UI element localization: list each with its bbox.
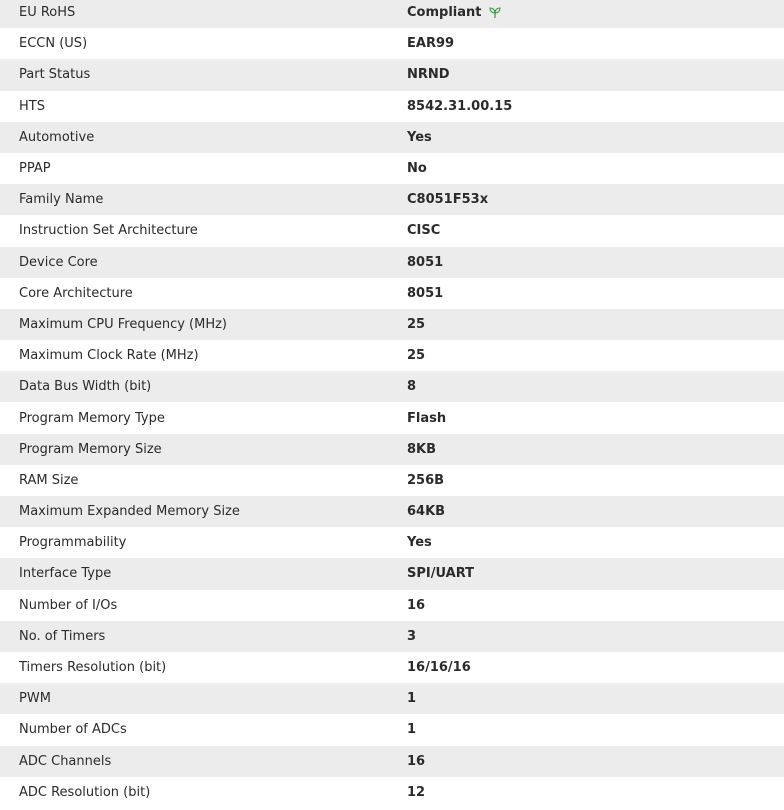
spec-row-eu-rohs [0,0,784,28]
spec-value: EAR99 [407,36,455,52]
spec-value: SPI/UART [407,566,474,582]
spec-label: Maximum Clock Rate (MHz) [19,348,199,364]
spec-value: 3 [407,628,417,644]
spec-row-no-of-timers [0,621,784,652]
spec-label: Device Core [19,254,98,270]
spec-row-max-clock-rate [0,340,784,371]
spec-row-isa [0,215,784,246]
spec-value: 8KB [407,441,437,457]
spec-value: Flash [407,410,447,426]
spec-label: HTS [19,98,45,114]
spec-label: PPAP [19,161,51,177]
spec-value: 1 [407,722,417,738]
spec-label: Program Memory Type [19,410,165,426]
spec-label: ECCN (US) [19,36,88,52]
spec-label: Number of ADCs [19,722,127,738]
spec-value: C8051F53x [407,192,489,208]
spec-row-adc-resolution [0,777,784,808]
spec-label: PWM [19,691,51,707]
spec-row-family-name [0,184,784,215]
spec-row-eccn [0,28,784,59]
spec-row-number-of-adcs [0,714,784,745]
spec-label: No. of Timers [19,628,106,644]
spec-label: RAM Size [19,472,79,488]
spec-label: ADC Channels [19,753,112,769]
spec-label: Instruction Set Architecture [19,223,198,239]
spec-label: Interface Type [19,566,112,582]
spec-label: Programmability [19,535,127,551]
spec-value: Yes [407,129,432,145]
spec-label: Family Name [19,192,104,208]
spec-label: ADC Resolution (bit) [19,784,151,800]
spec-row-pwm [0,683,784,714]
spec-value: 8051 [407,285,444,301]
spec-label: Maximum Expanded Memory Size [19,504,240,520]
spec-label: Part Status [19,67,91,83]
spec-value: NRND [407,67,450,83]
spec-value: 8 [407,379,417,395]
spec-label: Data Bus Width (bit) [19,379,152,395]
spec-label: Maximum CPU Frequency (MHz) [19,316,227,332]
spec-value: 256B [407,472,445,488]
spec-row-interface-type [0,558,784,589]
spec-value: 16 [407,753,426,769]
spec-value [407,5,502,20]
spec-row-core-architecture [0,278,784,309]
spec-row-program-memory-type [0,402,784,433]
spec-row-device-core [0,247,784,278]
spec-value: Yes [407,535,432,551]
spec-value: No [407,161,427,177]
spec-value: 25 [407,316,426,332]
spec-value: 64KB [407,504,446,520]
leaf-icon [488,6,502,20]
spec-value: 16/16/16 [407,660,471,676]
spec-row-number-of-ios [0,590,784,621]
spec-label: Program Memory Size [19,441,162,457]
spec-row-max-expanded-memory [0,496,784,527]
spec-row-data-bus-width [0,371,784,402]
spec-label: Core Architecture [19,285,133,301]
spec-row-programmability [0,527,784,558]
spec-value: 25 [407,348,426,364]
spec-value: 8542.31.00.15 [407,98,513,114]
spec-row-ppap [0,153,784,184]
spec-value: 1 [407,691,417,707]
spec-label: Automotive [19,129,95,145]
spec-row-part-status [0,59,784,90]
spec-label: Number of I/Os [19,597,118,613]
spec-value-text: Compliant [407,5,482,21]
spec-row-max-cpu-frequency [0,309,784,340]
spec-value: 8051 [407,254,444,270]
spec-row-program-memory-size [0,434,784,465]
spec-value: 16 [407,597,426,613]
spec-label: Timers Resolution (bit) [19,660,167,676]
spec-row-adc-channels [0,746,784,777]
spec-label: EU RoHS [19,5,76,21]
spec-value: 12 [407,784,426,800]
spec-row-automotive [0,122,784,153]
spec-value: CISC [407,223,441,239]
spec-row-timers-resolution [0,652,784,683]
spec-row-hts [0,91,784,122]
spec-row-ram-size [0,465,784,496]
